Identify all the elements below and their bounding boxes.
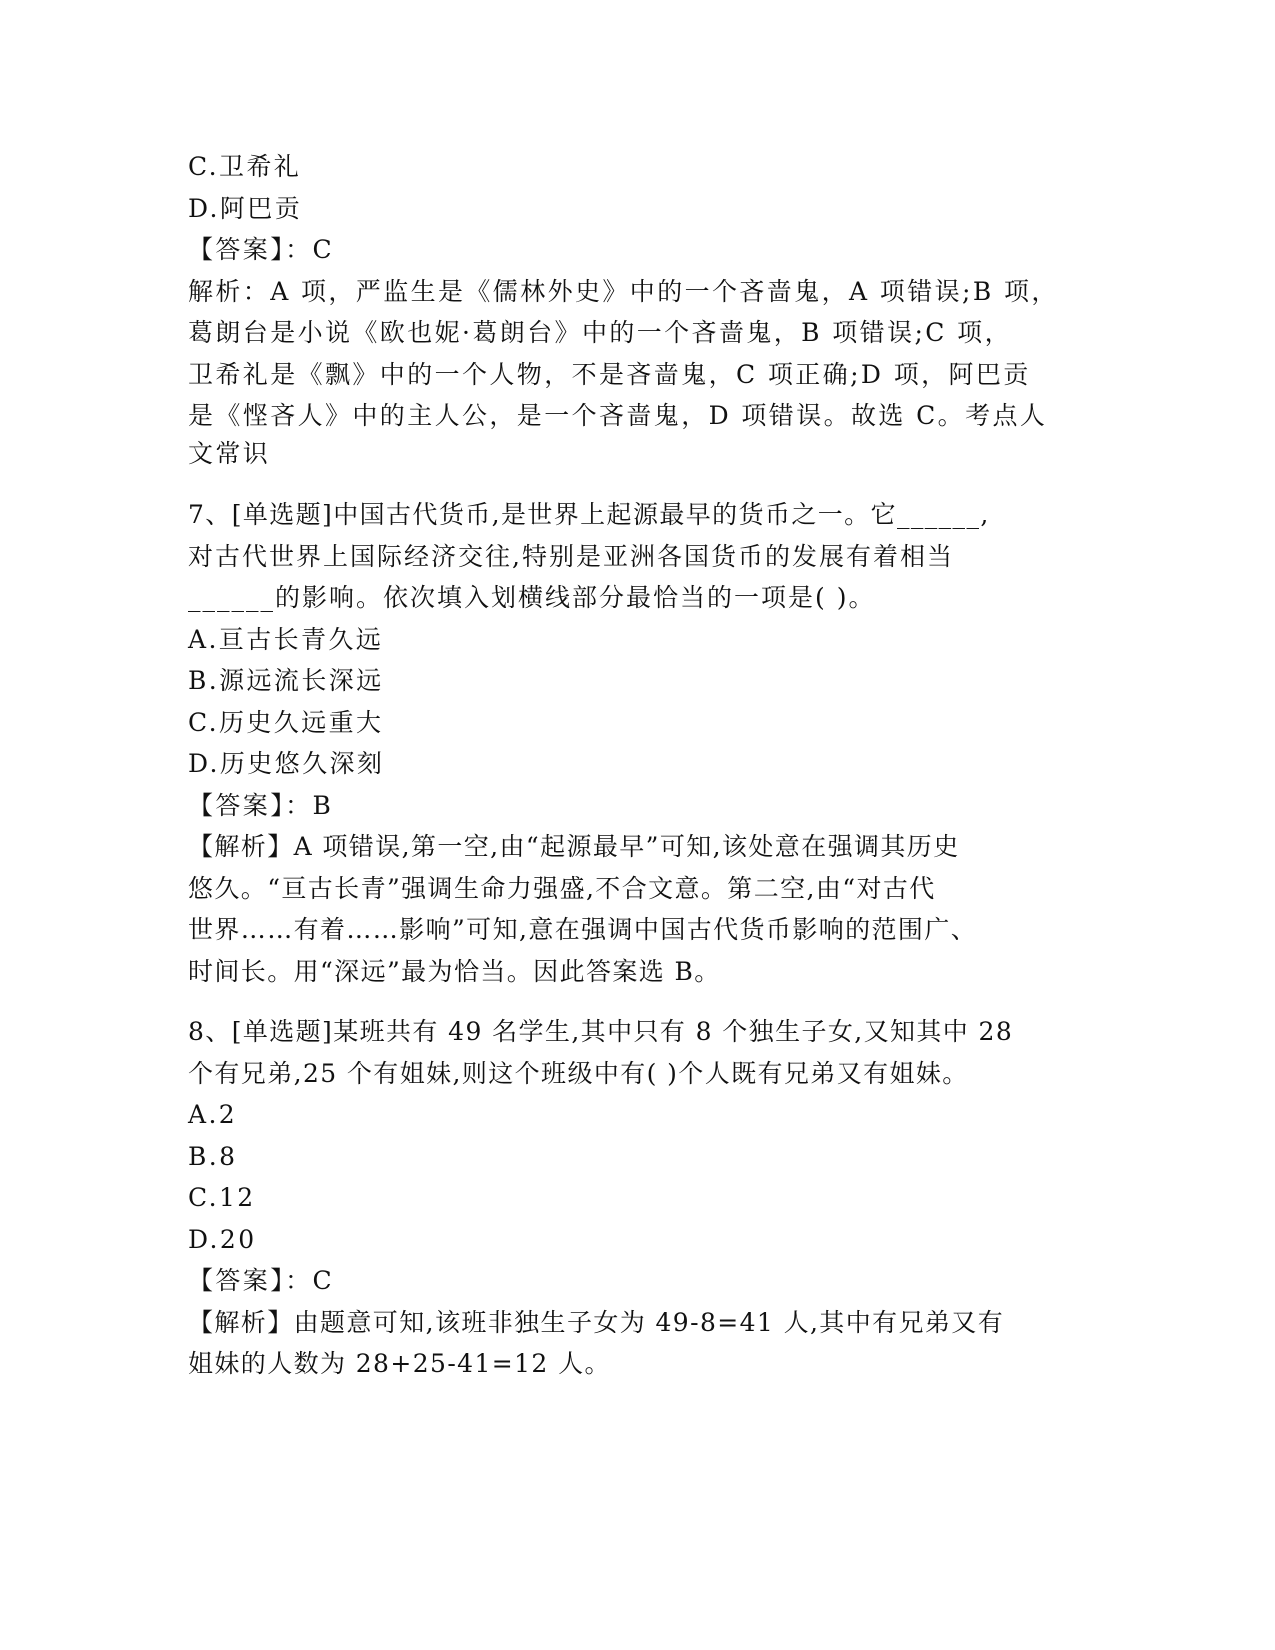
question-7-answer: 【答案】：B <box>188 791 334 820</box>
question-7-option-d: D.历史悠久深刻 <box>188 749 385 778</box>
explanation-line: 葛朗台是小说《欧也妮·葛朗台》中的一个吝啬鬼，B 项错误;C 项， <box>188 318 1012 347</box>
question-7-explanation: 悠久。“亘古长青”强调生命力强盛,不合文意。第二空,由“对古代 <box>188 874 936 903</box>
option-c: C.卫希礼 <box>188 152 302 181</box>
question-8-option-d: D.20 <box>188 1225 257 1254</box>
question-7-option-a: A.亘古长青久远 <box>188 625 384 654</box>
question-8-option-b: B.8 <box>188 1142 238 1171</box>
question-7-explanation: 【解析】A 项错误,第一空,由“起源最早”可知,该处意在强调其历史 <box>188 832 960 861</box>
explanation-line: 卫希礼是《飘》中的一个人物，不是吝啬鬼，C 项正确;D 项，阿巴贡 <box>188 360 1031 389</box>
answer-line: 【答案】：C <box>188 235 335 264</box>
explanation-line: 是《悭吝人》中的主人公，是一个吝啬鬼，D 项错误。故选 C。考点人 <box>188 401 1048 430</box>
option-d: D.阿巴贡 <box>188 194 303 223</box>
explanation-line: 文常识 <box>188 439 271 468</box>
question-7-option-c: C.历史久远重大 <box>188 708 384 737</box>
question-7-stem: 7、[单选题]中国古代货币,是世界上起源最早的货币之一。它______, <box>188 500 990 529</box>
question-7-explanation: 时间长。用“深远”最为恰当。因此答案选 B。 <box>188 957 721 986</box>
question-8-stem: 个有兄弟,25 个有姐妹,则这个班级中有( )个人既有兄弟又有姐妹。 <box>188 1059 969 1088</box>
question-7-option-b: B.源远流长深远 <box>188 666 384 695</box>
question-8-option-c: C.12 <box>188 1183 256 1212</box>
question-7-stem: ______的影响。依次填入划横线部分最恰当的一项是( )。 <box>188 583 876 612</box>
question-7-stem: 对古代世界上国际经济交往,特别是亚洲各国货币的发展有着相当 <box>188 542 954 571</box>
question-8-stem: 8、[单选题]某班共有 49 名学生,其中只有 8 个独生子女,又知其中 28 <box>188 1017 1014 1046</box>
question-7-explanation: 世界……有着……影响”可知,意在强调中国古代货币影响的范围广、 <box>188 915 978 944</box>
question-8-answer: 【答案】：C <box>188 1266 335 1295</box>
question-8-explanation: 姐妹的人数为 28+25-41=12 人。 <box>188 1349 611 1378</box>
explanation-line: 解析：A 项，严监生是《儒林外史》中的一个吝啬鬼，A 项错误;B 项， <box>188 277 1059 306</box>
question-8-option-a: A.2 <box>188 1100 238 1129</box>
question-8-explanation: 【解析】由题意可知,该班非独生子女为 49-8=41 人,其中有兄弟又有 <box>188 1308 1005 1337</box>
